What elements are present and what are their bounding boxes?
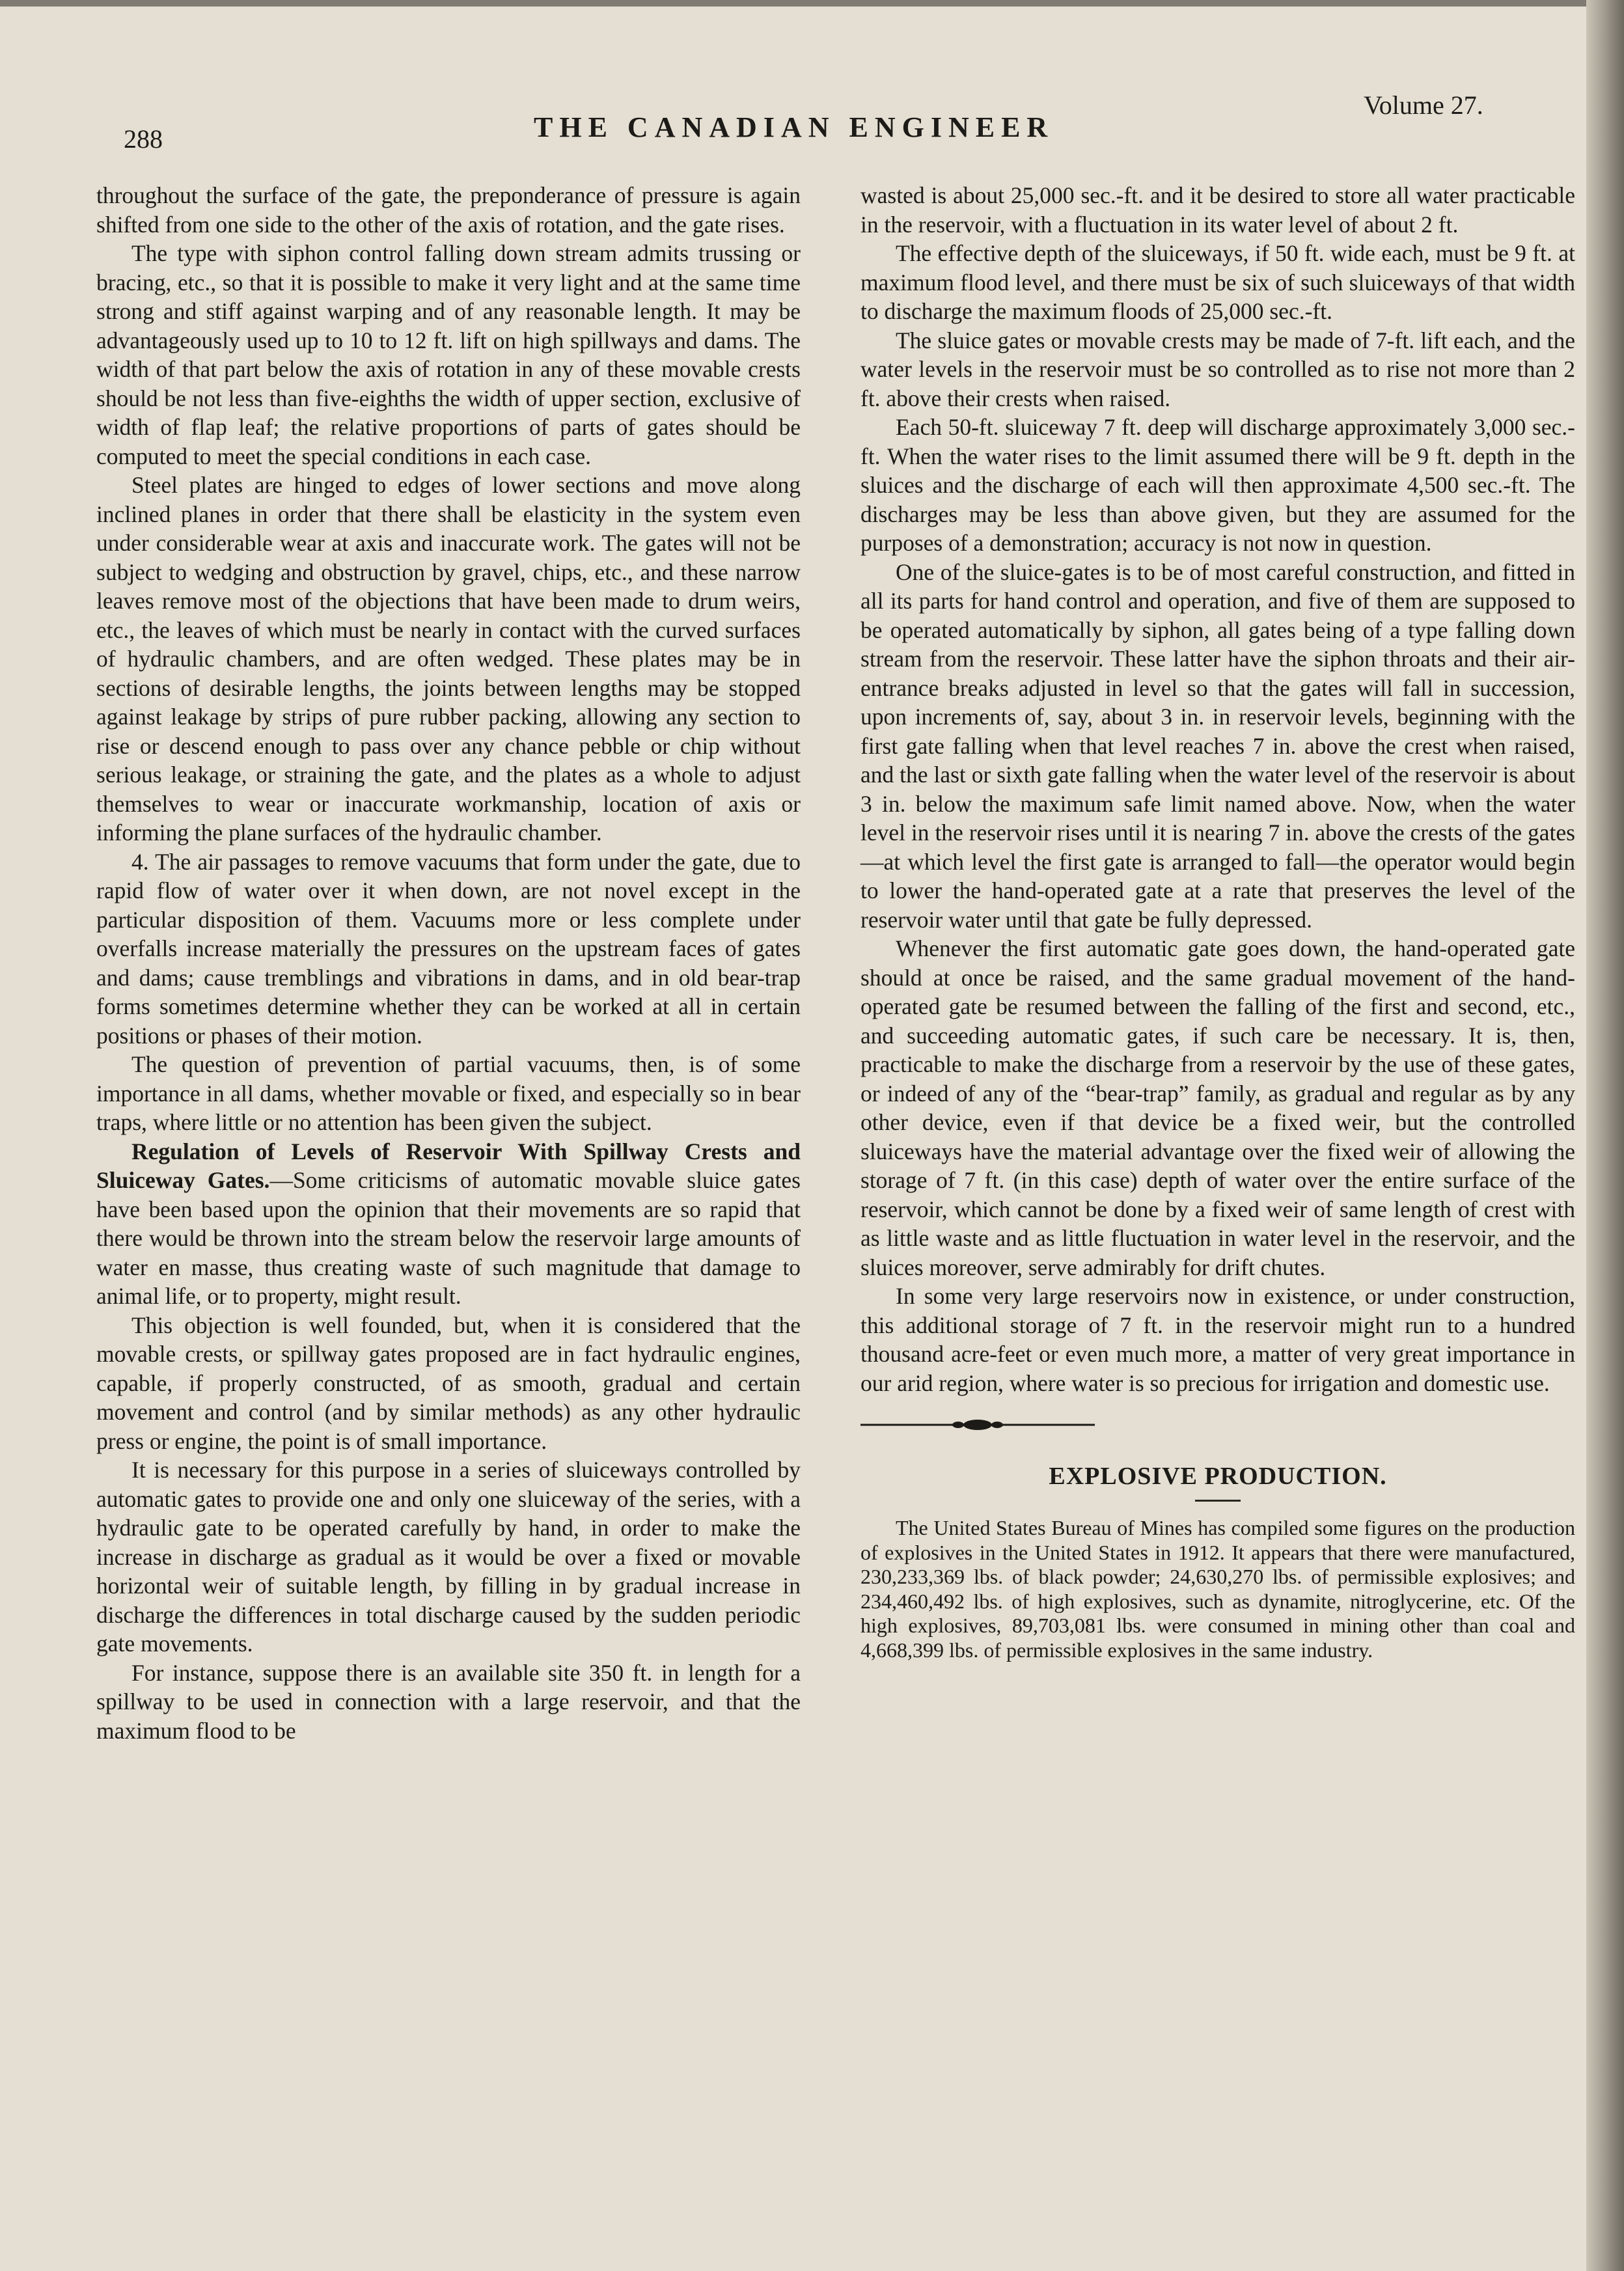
section-title: EXPLOSIVE PRODUCTION. [1049, 1462, 1387, 1490]
paragraph: The question of prevention of partial vacuums, then, is of some importance in all dams, whether movable or fixed, and especially so in bear traps, where little or no attention has been given the subject. [96, 1051, 801, 1135]
volume-label: Volume 27. [1364, 90, 1483, 120]
paragraph: Whenever the first automatic gate goes down, the hand-operated gate should at once be raised, and the same gradual movement of the hand-operated gate be resumed between the falling of the first and second, etc., and succeeding automatic gates, if such care be necessary. It is, then, practicable to make the discharge from a reservoir by the use of these gates, or indeed of any of the “bear-trap” family, as gradual and regular as by any other device, even if that device be a fixed weir, but the controlled sluiceways have the material advantage over the fixed weir of allowing the storage of 7 ft. (in this case) depth of water over the entire surface of the reservoir, which cannot be done by a fixed weir of same length of crest with as little waste and as little fluctuation in water level in the reservoir, and the sluices moreover, serve admirably for drift chutes. [860, 935, 1575, 1280]
paragraph: The United States Bureau of Mines has compiled some figures on the production of explosives in the United States in 1912. It appears that there were manufactured, 230,233,369 lbs. of black powder; 24,630,270 lbs. of permissible explosives; and 234,460,492 lbs. of high explosives, such as dynamite, nitroglycerine, etc. Of the high explosives, 89,703,081 lbs. were consumed in mining other than coal and 4,668,399 lbs. of permissible explosives in the same industry. [860, 1516, 1575, 1662]
run-in-heading: Regulation of Levels of Reservoir With Spillway Crests and Sluiceway Gates. [96, 1138, 801, 1193]
paragraph: The sluice gates or movable crests may be made of 7-ft. lift each, and the water levels in the reservoir must be so controlled as to rise not more than 2 ft. above their crests when raised. [860, 327, 1575, 411]
left-column [96, 181, 801, 1745]
paragraph: 4. The air passages to remove vacuums that form under the gate, due to rapid flow of water over it when down, are not novel except in the particular disposition of them. Vacuums more or less complete under overfalls increase materially the pressures on the upstream faces of gates and dams; cause tremblings and vibrations in dams, and in old bear-trap forms sometimes determine whether they can be worked at all in certain positions or phases of their motion. [96, 848, 801, 1049]
right-column [860, 181, 1575, 1662]
journal-title: THE CANADIAN ENGINEER [534, 111, 1054, 143]
paragraph: This objection is well founded, but, when it is considered that the movable crests, or spillway gates proposed are in fact hydraulic engines, capable, if properly constructed, of as smooth, gradual and certain movement and control (and by similar methods) as any other hydraulic press or engine, the point is of small importance. [96, 1312, 801, 1454]
ornament-divider [860, 1417, 1095, 1433]
paragraph: For instance, suppose there is an available site 350 ft. in length for a spillway to be used in connection with a large reservoir, and that the maximum flood to be [96, 1659, 801, 1744]
paragraph: Each 50-ft. sluiceway 7 ft. deep will discharge approximately 3,000 sec.-ft. When the water rises to the limit assumed there will be 9 ft. depth in the sluices and the discharge of each will then approximate 4,500 sec.-ft. The discharges may be less than above given, but they are assumed for the purposes of a demonstration; accuracy is not now in question. [860, 414, 1575, 556]
page-binding-edge [1586, 0, 1624, 2271]
paragraph: It is necessary for this purpose in a series of sluiceways controlled by automatic gates to provide one and only one sluiceway of the series, with a hydraulic gate to be operated carefully by hand, in order to make the increase in discharge as gradual as it would be over a fixed or movable horizontal weir of suitable length, by filling in by gradual increase in discharge the differences in total discharge caused by the sudden periodic gate movements. [96, 1457, 801, 1657]
title-rule [1195, 1500, 1241, 1502]
paragraph-text: —Some criticisms of automatic movable sluice gates have been based upon the opinion that their movements are so rapid that there would be thrown into the stream below the reservoir large amounts of water en masse, thus creating waste of such magnitude that damage to animal life, or to property, might result. [96, 1167, 801, 1309]
paragraph: The effective depth of the sluiceways, if 50 ft. wide each, must be 9 ft. at maximum flood level, and there must be six of such sluiceways of that width to discharge the maximum floods of 25,000 sec.-ft. [860, 240, 1575, 324]
paragraph: wasted is about 25,000 sec.-ft. and it be desired to store all water practicable in the reservoir, with a fluctuation in its water level of about 2 ft. [860, 182, 1575, 238]
paragraph: The type with siphon control falling down stream admits trussing or bracing, etc., so that it is possible to make it very light and at the same time strong and stiff against warping and of any reasonable length. It may be advantageously used up to 10 to 12 ft. lift on high spillways and dams. The width of that part below the axis of rotation in any of these movable crests should be not less than five-eighths the width of upper section, exclusive of width of flap leaf; the relative proportions of parts of gates should be computed to meet the special conditions in each case. [96, 240, 801, 469]
top-rule [0, 0, 1588, 7]
paragraph-with-heading [96, 1137, 801, 1311]
paragraph: Steel plates are hinged to edges of lower sections and move along inclined planes in order that there shall be elasticity in the system even under considerable wear at axis and inaccurate work. The gates will not be subject to wedging and obstruction by gravel, chips, etc., and these narrow leaves remove most of the objections that have been made to drum weirs, etc., the leaves of which must be nearly in contact with the curved surfaces of hydraulic chambers, and are often wedged. These plates may be in sections of desirable lengths, the joints between lengths may be stopped against leakage by strips of pure rubber packing, allowing any section to rise or descend enough to pass over any chance pebble or chip without serious leakage, or straining the gate, and the plates as a whole to adjust themselves to wear or inaccurate workmanship, location of axis or informing the plane surfaces of the hydraulic chamber. [96, 472, 801, 846]
paragraph: One of the sluice-gates is to be of most careful construction, and fitted in all its parts for hand control and operation, and five of them are supposed to be operated automatically by siphon, all gates being of a type falling down stream from the reservoir. These latter have the siphon throats and their air-entrance breaks adjusted in level so that the gates will fall in succession, upon increments of, say, about 3 in. in reservoir levels, beginning with the first gate falling when that level reaches 7 in. above the crest when raised, and the last or sixth gate falling when the water level of the reservoir is about 3 in. below the maximum safe limit named above. Now, when the water level in the reservoir rises until it is nearing 7 in. above the crests of the gates—at which level the first gate is arranged to fall—the operator would begin to lower the hand-operated gate at a rate that preserves the level of the reservoir water until that gate be fully depressed. [860, 558, 1575, 933]
paragraph: In some very large reservoirs now in existence, or under construction, this additional storage of 7 ft. in the reservoir might run to a hundred thousand acre-feet or even much more, a matter of very great importance in our arid region, where water is so precious for irrigation and domestic use. [860, 1283, 1575, 1396]
page-number: 288 [124, 124, 163, 154]
paragraph: throughout the surface of the gate, the preponderance of pressure is again shifted from one side to the other of the axis of rotation, and the gate rises. [96, 182, 801, 238]
